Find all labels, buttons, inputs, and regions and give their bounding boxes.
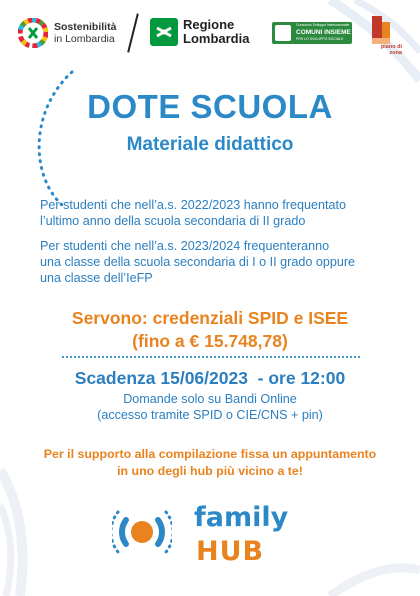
eligibility-paragraph-2 — [40, 238, 400, 286]
page-subtitle: Materiale didattico — [126, 134, 294, 155]
comuni-sub-text: PER LO SVILUPPO SOCIALE — [296, 37, 344, 41]
para1-line2: l’ultimo anno della scuola secondaria di II grado — [40, 214, 306, 228]
para2-line1: Per studenti che nell’a.s. 2023/2024 frequenteranno — [40, 239, 330, 253]
comuni-insieme-logo — [272, 22, 352, 44]
regione-line2: Lombardia — [183, 31, 250, 46]
para1-line1: Per studenti che nell’a.s. 2022/2023 hanno frequentato — [40, 198, 346, 212]
page-title: DOTE SCUOLA — [87, 88, 333, 125]
piano-di-zona-logo — [370, 16, 404, 56]
comuni-big-text: COMUNI INSIEME — [296, 29, 351, 36]
comuni-mark-icon — [275, 25, 291, 41]
sostenibilita-logo — [18, 18, 116, 48]
requirements-line2: (fino a € 15.748,78) — [132, 331, 288, 351]
family-hub-icon — [112, 494, 172, 570]
piano-text: piano di zona — [380, 44, 402, 56]
sost-line1: Sostenibilità — [54, 21, 117, 33]
sdg-wheel-icon — [18, 18, 48, 48]
support-line1: Per il supporto alla compilazione fissa un appuntamento — [43, 447, 377, 461]
requirements-line1: Servono: credenziali SPID e ISEE — [71, 308, 349, 328]
regione-line1: Regione — [183, 17, 235, 32]
sost-line2: in Lombardia — [54, 33, 115, 45]
eligibility-paragraph-1 — [40, 197, 400, 229]
hub-wordmark: HUB — [196, 536, 265, 567]
comuni-small-text: Consorzio Sviluppo Intercomunale — [296, 23, 350, 27]
regione-lombardia-logo — [150, 18, 249, 46]
family-wordmark: family — [194, 502, 289, 533]
rosa-camuna-icon — [150, 18, 178, 46]
deadline-text: Scadenza 15/06/2023 - ore 12:00 — [74, 368, 346, 388]
dotted-divider — [62, 356, 360, 358]
online-line1: Domande solo su Bandi Online — [123, 392, 297, 406]
online-line2: (accesso tramite SPID o CIE/CNS + pin) — [97, 408, 323, 422]
support-line2: in uno degli hub più vicino a te! — [117, 464, 303, 478]
para2-line3: una classe dell’IeFP — [40, 271, 153, 285]
para2-line2: una classe della scuola secondaria di I o II grado oppure — [40, 255, 356, 269]
